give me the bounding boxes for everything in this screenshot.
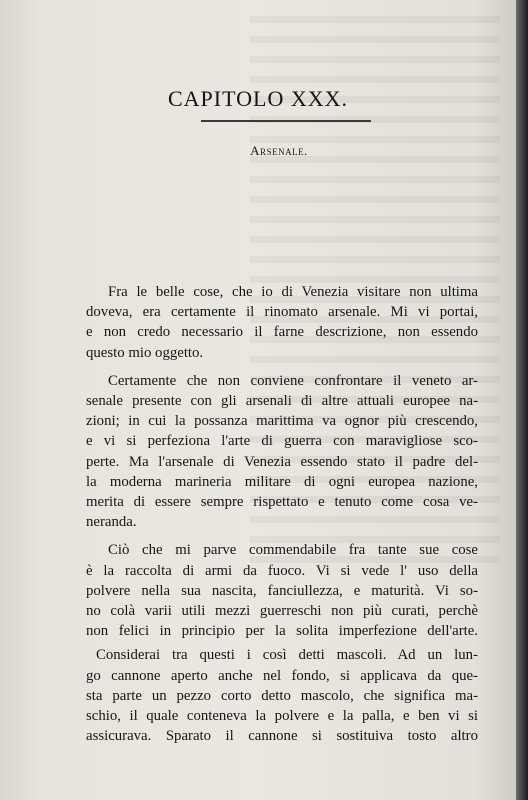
paragraph-3: [86, 540, 478, 641]
text-line: polvere nella sua nascita, fanciullezza, e maturità. Vi so-: [86, 582, 478, 599]
text-line: go cannone aperto anche nel fondo, si applicava da que-: [86, 667, 478, 684]
paragraph-1: [86, 282, 478, 363]
text-line: no colà varii utili mezzi guerreschi non più curati, perchè: [86, 603, 478, 620]
text-line: la moderna marineria militare di ogni europea nazione,: [86, 473, 478, 490]
text-line: doveva, era certamente il rinomato arsenale. Mi vi portai,: [86, 304, 478, 321]
text-line: zioni; in cui la possanza marittima va ognor più crescendo,: [86, 413, 478, 430]
text-line: e vi si perfeziona l'arte di guerra con maravigliose sco-: [86, 433, 478, 450]
text-line: assicurava. Sparato il cannone si sostituiva tosto altro: [86, 728, 478, 745]
text-line: è la raccolta di armi da fuoco. Vi si vede l' uso della: [86, 562, 478, 579]
chapter-title: CAPITOLO XXX.: [167, 86, 349, 111]
paragraph-2: [86, 371, 478, 533]
text-line: questo mio oggetto.: [86, 344, 204, 361]
text-line: Ciò che mi parve commendabile fra tante sue cose: [108, 542, 478, 559]
text-line: e non credo necessario il farne descrizione, non essendo: [86, 324, 478, 341]
section-title: Arsenale.: [250, 143, 308, 158]
text-line: non felici in principio per la solita imperfezione dell'arte.: [86, 623, 478, 640]
text-line: merita di essere sempre rispettato e tenuto come cosa ve-: [86, 494, 478, 511]
text-line: senale presente con gli arsenali di altre attuali europee na-: [86, 393, 478, 410]
text-line: Fra le belle cose, che io di Venezia visitare non ultima: [108, 284, 478, 300]
text-line: schio, il quale conteneva la polvere e la palla, e ben vi si: [86, 708, 478, 725]
text-line: sta parte un pezzo corto detto mascolo, che significa ma-: [86, 687, 478, 704]
text-line: Considerai tra questi i così detti mascoli. Ad un lun-: [96, 647, 478, 664]
text-line: Certamente che non conviene confrontare il veneto ar-: [108, 372, 478, 389]
book-spine: [516, 0, 528, 800]
body-text: [86, 282, 478, 746]
text-line: perte. Ma l'arsenale di Venezia essendo stato il padre del-: [86, 453, 478, 470]
title-rule: [201, 120, 371, 122]
text-line: neranda.: [86, 514, 137, 531]
paragraph-4: [86, 645, 478, 746]
